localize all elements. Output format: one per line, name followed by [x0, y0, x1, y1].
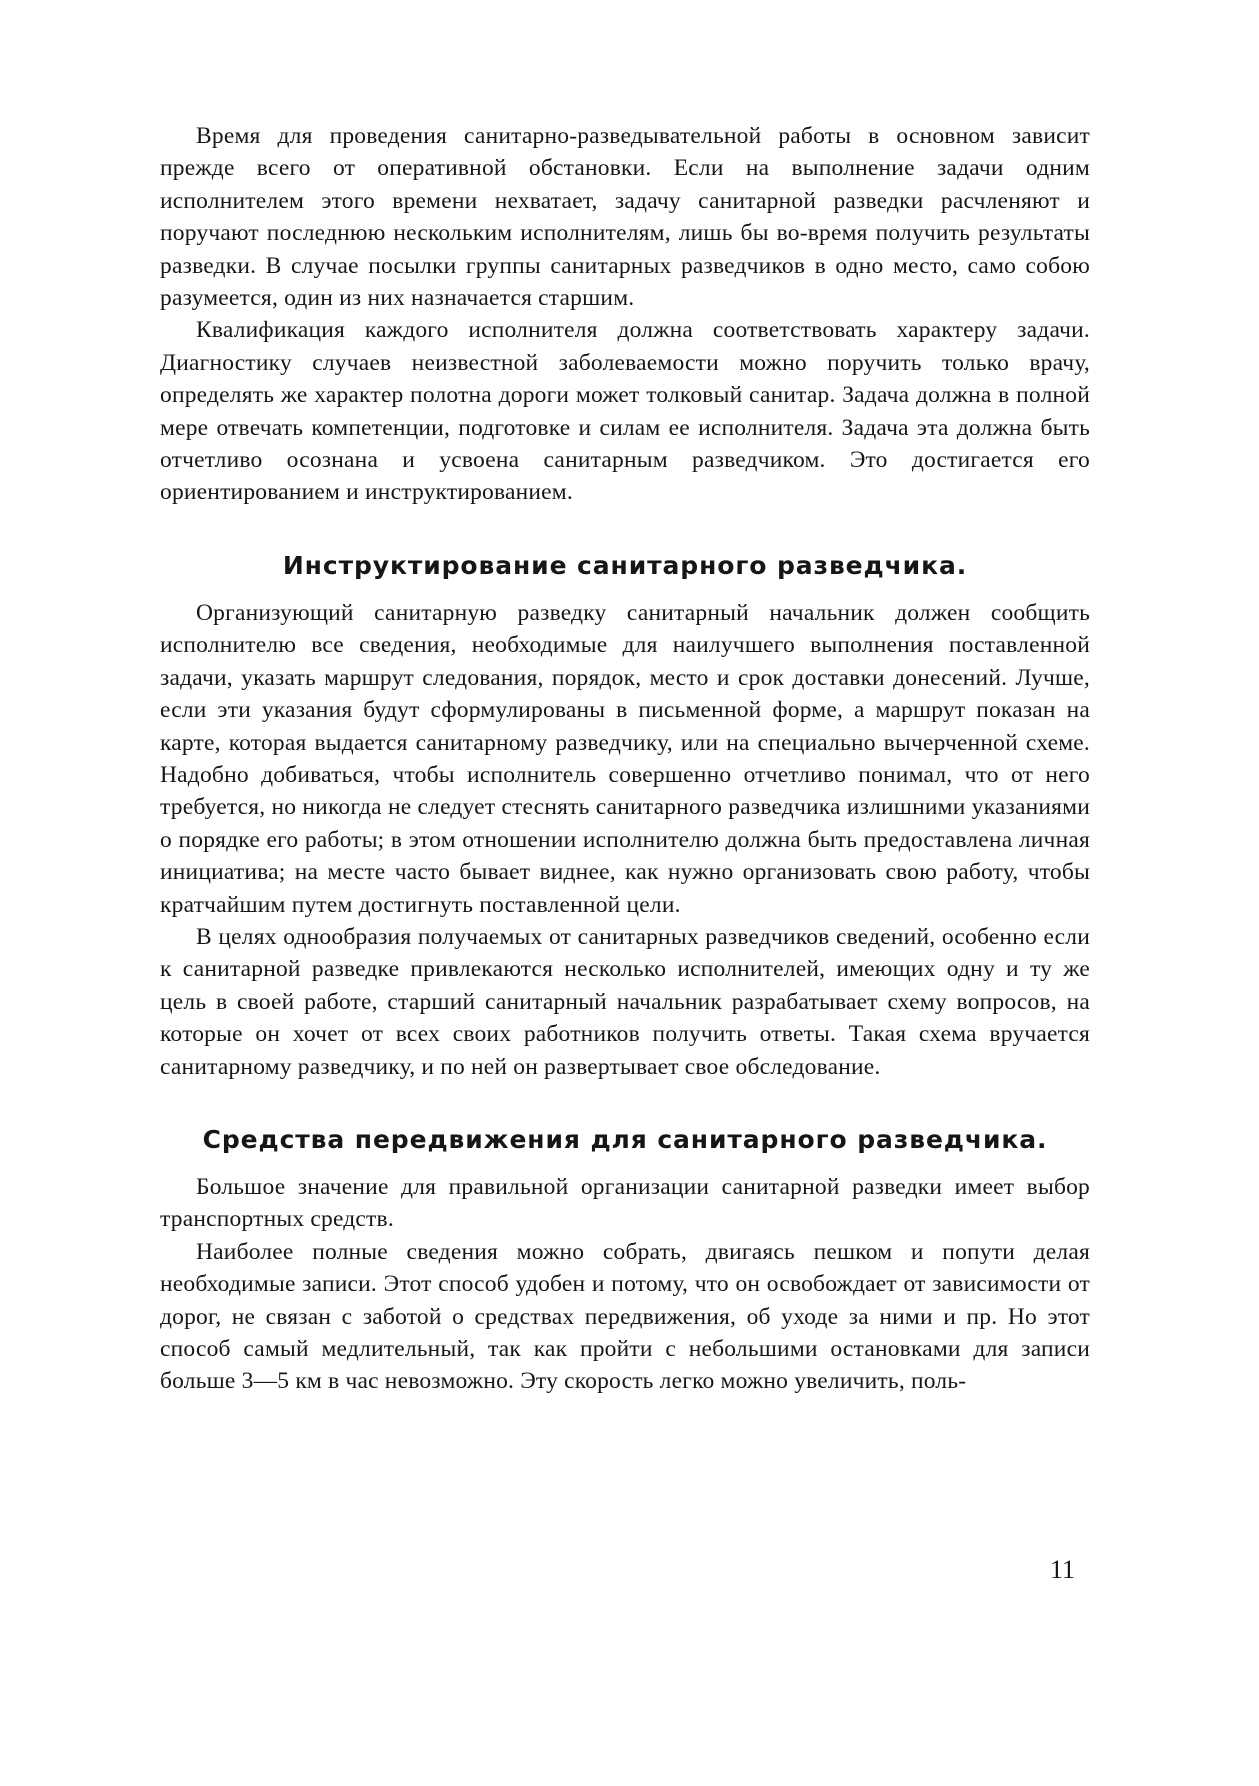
heading-instruction: Инструктирование санитарного разведчика. — [282, 550, 968, 580]
paragraph-uniformity: В целях однообразия получаемых от санитарных разведчиков сведений, особенно если к санитарной разведке привлекаются несколько исполнителей, имеющих одну и ту же цель в своей работе, старший санитарный начальник разрабатывает схему вопросов, на которые он хочет от всех своих работников получить ответы. Такая схема вручается санитарному разведчику, и по ней он развертывает свое обследование. — [160, 923, 1090, 1080]
paragraph-qualification: Квалификация каждого исполнителя должна соответствовать характеру задачи. Диагностику случаев неизвестной заболеваемости можно поручить только врачу, определять же характер полотна дороги может толковый санитар. Задача должна в полной мере отвечать компетенции, подготовке и силам ее исполнителя. Задача эта должна быть отчетливо осознана и усвоена санитарным разведчиком. Это достигается его ориентированием и инструктированием. — [160, 317, 1090, 506]
paragraph-walking: Наиболее полные сведения можно собрать, двигаясь пешком и попути делая необходимые записи. Этот способ удобен и потому, что он освобождает от зависимости от дорог, не связан с заботой о средствах передвижения, об уходе за ними и пр. Но этот способ самый медлительный, так как пройти с небольшими остановками для записи больше 3—5 км в час невозможно. Эту скорость легко можно увеличить, поль- — [160, 1238, 1090, 1395]
paragraph-transport-choice: Большое значение для правильной организации санитарной разведки имеет выбор транспортных средств. — [160, 1173, 1090, 1233]
paragraph-organizing: Организующий санитарную разведку санитарный начальник должен сообщить исполнителю все сведения, необходимые для наилучшего выполнения поставленной задачи, указать маршрут следования, порядок, место и срок доставки донесений. Лучше, если эти указания будут сформулированы в письменной форме, а маршрут показан на карте, которая выдается санитарному разведчику, или на специально вычерченной схеме. Надобно добиваться, чтобы исполнитель совершенно отчетливо понимал, что от него требуется, но никогда не следует стеснять санитарного разведчика излишними указаниями о порядке его работы; в этом отношении исполнителю должна быть предоставлена личная инициатива; на месте часто бывает виднее, как нужно организовать свою работу, чтобы кратчайшим путем достигнуть поставленной цели. — [160, 599, 1090, 918]
page-content — [160, 120, 1090, 1398]
paragraph-time: Время для проведения санитарно-разведывательной работы в основном зависит прежде всего от оперативной обстановки. Если на выполнение задачи одним исполнителем этого времени нехватает, задачу санитарной разведки расчленяют и поручают последнюю нескольким исполнителям, лишь бы во-время получить результаты разведки. В случае посылки группы санитарных разведчиков в одно место, само собою разумеется, один из них назначается старшим. — [160, 123, 1090, 312]
heading-transport: Средства передвижения для санитарного разведчика. — [202, 1124, 1048, 1154]
page-number: 11 — [1050, 1555, 1076, 1584]
